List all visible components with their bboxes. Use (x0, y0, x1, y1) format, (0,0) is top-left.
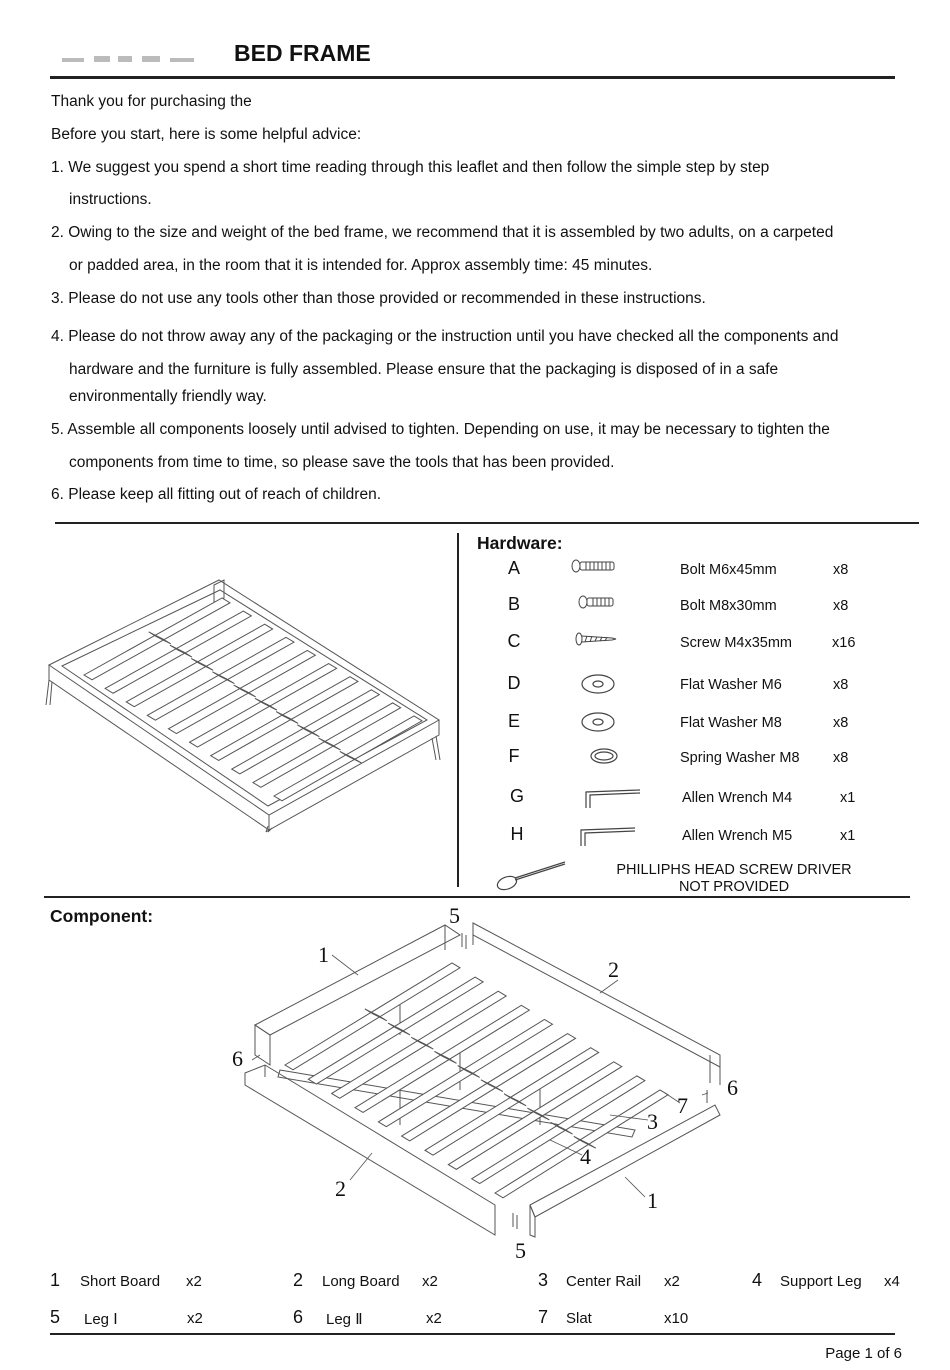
part-name: Slat (566, 1310, 592, 1327)
hardware-name: Bolt M6x45mm (680, 562, 777, 578)
brand-logo (60, 48, 210, 64)
allen-wrench-icon (575, 824, 639, 853)
flat-washer-icon (580, 673, 616, 700)
hardware-qty: x8 (833, 677, 849, 693)
part-qty: x2 (186, 1273, 202, 1290)
advice-item-5-cont: components from time to time, so please save the tools that has been provided. (69, 454, 615, 471)
hardware-letter: C (507, 631, 521, 651)
screw-icon (574, 631, 618, 652)
hardware-title: Hardware: (477, 533, 563, 553)
section-divider-top (55, 522, 919, 524)
callout-5-bottom: 5 (515, 1238, 526, 1263)
hardware-qty: x8 (833, 562, 849, 578)
hardware-qty: x1 (840, 828, 856, 844)
hardware-qty: x16 (832, 635, 856, 651)
page-title: BED FRAME (234, 40, 371, 66)
hardware-name: Allen Wrench M5 (682, 828, 793, 844)
part-number: 7 (538, 1307, 549, 1327)
footer-divider (50, 1333, 895, 1335)
callout-1-top: 1 (318, 942, 329, 967)
advice-item-1-cont: instructions. (69, 191, 152, 208)
part-name: Center Rail (566, 1273, 642, 1290)
advice-item-5: 5. Assemble all components loosely until advised to tighten. Depending on use, it may be necessary to tighten the (51, 421, 830, 438)
callout-6-right: 6 (727, 1075, 738, 1100)
hardware-name: Flat Washer M8 (680, 715, 782, 731)
hardware-letter: D (507, 673, 521, 693)
allen-wrench-icon (580, 786, 644, 815)
page-number: Page 1 of 6 (825, 1345, 902, 1362)
advice-item-4: 4. Please do not throw away any of the packaging or the instruction until you have checked all the components and (51, 328, 839, 345)
advice-item-1: 1. We suggest you spend a short time reading through this leaflet and then follow the simple step by step (51, 159, 770, 176)
exploded-bed-illustration (240, 915, 740, 1245)
callout-4: 4 (580, 1144, 591, 1169)
hardware-name: Allen Wrench M4 (682, 790, 793, 806)
section-divider-vertical (457, 533, 459, 887)
slat (472, 1076, 645, 1184)
callout-3: 3 (647, 1109, 658, 1134)
intro-thanks: Thank you for purchasing the (51, 93, 252, 110)
hardware-qty: x8 (833, 750, 849, 766)
part-number: 4 (752, 1270, 763, 1290)
screwdriver-note (584, 862, 884, 896)
assembled-bed-illustration (44, 570, 444, 840)
advice-item-6: 6. Please keep all fitting out of reach of children. (51, 486, 382, 503)
part-number: 2 (293, 1270, 304, 1290)
part-number: 5 (50, 1307, 61, 1327)
advice-item-3: 3. Please do not use any tools other than those provided or recommended in these instructions. (51, 290, 706, 307)
part-qty: x2 (422, 1273, 438, 1290)
part-qty: x4 (884, 1273, 900, 1290)
hardware-qty: x8 (833, 715, 849, 731)
part-qty: x2 (664, 1273, 680, 1290)
section-divider-bottom (44, 896, 910, 898)
slat (285, 963, 460, 1070)
slat (332, 991, 507, 1098)
callout-2-bottom: 2 (335, 1176, 346, 1201)
part-qty: x10 (664, 1310, 689, 1327)
component-title: Component: (50, 906, 154, 926)
intro-advice: Before you start, here is some helpful advice: (51, 126, 362, 143)
part-name: Leg Ⅱ (326, 1311, 363, 1328)
hardware-name: Spring Washer M8 (680, 750, 800, 766)
part-name: Support Leg (780, 1273, 862, 1290)
callout-7: 7 (677, 1093, 688, 1118)
advice-item-4-cont: hardware and the furniture is fully assembled. Please ensure that the packaging is disposed of in a safe (69, 361, 779, 378)
advice-item-2: 2. Owing to the size and weight of the bed frame, we recommend that it is assembled by two adults, on a carpeted (51, 224, 834, 241)
hardware-name: Screw M4x35mm (680, 635, 792, 651)
slat (425, 1048, 599, 1155)
slat (378, 1019, 552, 1126)
hardware-name: Flat Washer M6 (680, 677, 782, 693)
hardware-name: Bolt M8x30mm (680, 598, 777, 614)
hardware-letter: E (507, 711, 520, 731)
slat (355, 1005, 529, 1112)
spring-washer-icon (588, 746, 620, 771)
callout-1-bottom: 1 (647, 1188, 658, 1213)
screwdriver-icon (495, 858, 570, 892)
part-number: 1 (50, 1270, 61, 1290)
slat (402, 1034, 576, 1141)
part-number: 3 (538, 1270, 549, 1290)
callout-5-top: 5 (449, 903, 460, 928)
hardware-qty: x8 (833, 598, 849, 614)
part-qty: x2 (426, 1310, 442, 1327)
flat-washer-icon (580, 711, 616, 738)
hardware-letter: H (510, 824, 524, 844)
hardware-letter: B (507, 594, 520, 614)
hardware-qty: x1 (840, 790, 856, 806)
hardware-letter: F (508, 746, 520, 766)
screwdriver-note-line1: PHILLIPHS HEAD SCREW DRIVER (616, 862, 852, 878)
callout-6-left: 6 (232, 1046, 243, 1071)
hardware-letter: G (509, 786, 524, 806)
slat (448, 1062, 621, 1170)
screwdriver-note-line2: NOT PROVIDED (678, 879, 790, 895)
bolt-short-icon (577, 594, 617, 615)
slat (308, 977, 483, 1084)
callout-2-right: 2 (608, 957, 619, 982)
advice-item-4-cont2: environmentally friendly way. (69, 388, 267, 405)
bolt-long-icon (570, 558, 618, 579)
part-name: Long Board (322, 1273, 400, 1290)
part-number: 6 (293, 1307, 304, 1327)
part-qty: x2 (187, 1310, 203, 1327)
advice-item-2-cont: or padded area, in the room that it is intended for. Approx assembly time: 45 minutes. (69, 257, 653, 274)
part-name: Short Board (80, 1273, 161, 1290)
hardware-letter: A (507, 558, 520, 578)
header-divider (50, 76, 895, 79)
part-name: Leg Ⅰ (84, 1311, 118, 1328)
